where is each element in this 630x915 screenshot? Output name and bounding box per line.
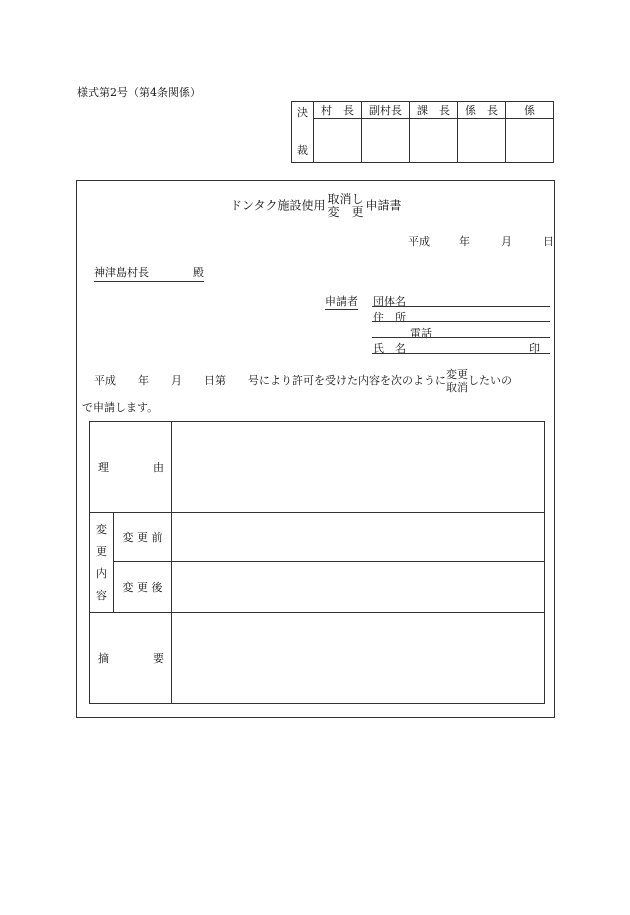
title-option-change: 変 更 [327,205,364,219]
addressee: 神津島村長 殿 [94,264,204,282]
body-option-stack [446,368,468,394]
approval-col-subsection-chief: 係 長 [458,102,506,119]
stamp-cell-section-chief[interactable] [410,119,458,163]
applicant-label: 申請者 [325,295,358,308]
body-part2: したいの [468,374,512,387]
change-char-4: 容 [96,588,107,602]
kessai-label-top: 決 [297,106,308,119]
address-field[interactable] [372,321,550,322]
seal-mark: 印 [529,342,540,355]
body-option-cancel: 取消 [446,381,468,394]
body-part1: 平成 年 月 日第 号により許可を受けた内容を次のように [94,374,446,387]
before-label: 変 更 前 [114,513,172,562]
title-option-cancel: 取消し [327,192,364,206]
address-label: 住 所 [373,311,406,324]
reason-field[interactable] [172,422,545,513]
name-label: 氏 名 [373,342,406,355]
before-field[interactable] [172,513,545,562]
name-field[interactable] [372,353,550,354]
form-number: 様式第2号（第4条関係） [77,86,201,99]
change-char-2: 更 [96,544,107,558]
kessai-label [292,102,314,163]
org-name-label: 団体名 [373,295,406,308]
after-label: 変 更 後 [114,562,172,613]
phone-label: 電話 [410,327,432,340]
date-day: 日 [543,235,554,248]
phone-field[interactable] [372,337,550,338]
stamp-cell-subsection-chief[interactable] [458,119,506,163]
form-title [230,193,402,219]
date-era: 平成 [408,235,430,248]
title-option-stack [328,193,364,219]
stamp-cell-village-head[interactable] [314,119,362,163]
kessai-label-bottom: 裁 [297,144,308,157]
body-sentence-end: で申請します。 [82,401,159,414]
summary-field[interactable] [172,613,545,704]
change-content-label [90,513,114,613]
date-line [408,233,554,249]
stamp-cell-deputy-head[interactable] [362,119,410,163]
change-char-3: 内 [96,566,107,580]
body-sentence [94,368,512,394]
date-year: 年 [459,235,470,248]
approval-col-staff: 係 [506,102,554,119]
reason-label: 理 由 [90,422,172,513]
change-char-1: 変 [96,522,107,536]
approval-col-section-chief: 課 長 [410,102,458,119]
detail-table [89,421,545,704]
stamp-cell-staff[interactable] [506,119,554,163]
date-month: 月 [501,235,512,248]
body-option-change: 変更 [446,368,468,381]
approval-col-deputy-head: 副村長 [362,102,410,119]
approval-col-village-head: 村 長 [314,102,362,119]
title-suffix: 申請書 [365,198,402,213]
after-field[interactable] [172,562,545,613]
org-name-field[interactable] [372,306,550,307]
approval-table [291,101,554,163]
title-prefix: ドンタク施設使用 [230,198,326,213]
summary-label: 摘 要 [90,613,172,704]
